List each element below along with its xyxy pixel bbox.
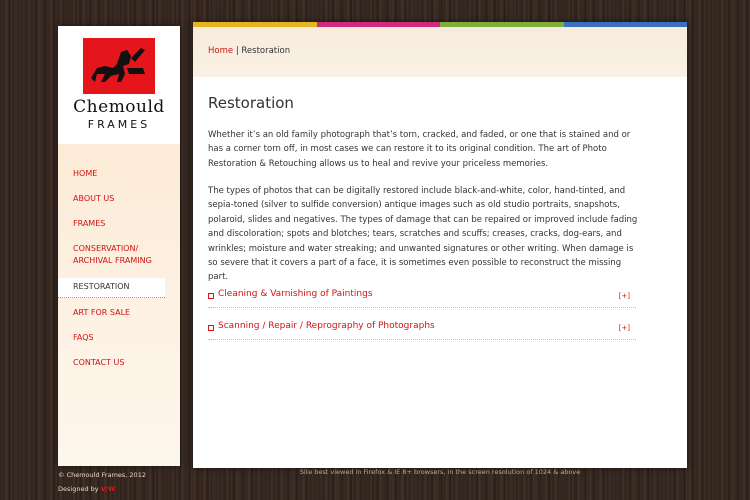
breadcrumb-separator: | <box>235 46 239 56</box>
sidebar <box>58 26 180 466</box>
nav-item-art-for-sale[interactable]: ART FOR SALE <box>73 308 131 317</box>
nav-item-faqs[interactable]: FAQS <box>73 333 94 342</box>
logo-emblem <box>83 38 155 94</box>
content-panel <box>193 22 687 468</box>
square-bullet-icon <box>208 293 214 299</box>
footer-designed-by <box>58 485 115 493</box>
main-nav <box>73 165 165 379</box>
accordion-scanning[interactable] <box>208 319 636 340</box>
intro-paragraph: Whether it’s an old family photograph that’s torn, cracked, and faded, or one that is stained and or has a corner torn off, in most cases we can restore it to its original condition. The art of Photo Restoration & Retouching allows us to heal and revive your priceless memories. <box>208 130 631 169</box>
accordion-cleaning[interactable] <box>208 287 636 308</box>
nav-item-contact-us[interactable]: CONTACT US <box>73 358 125 367</box>
brand-name: Chemould <box>73 97 165 117</box>
nav-item-restoration[interactable]: RESTORATION <box>58 278 165 298</box>
nav-item-home[interactable]: HOME <box>73 169 98 178</box>
nav-item-conservation[interactable]: CONSERVATION/ ARCHIVAL FRAMING <box>73 244 152 265</box>
body-paragraph: The types of photos that can be digitally restored include black-and-white, color, hand-tinted, and sepia-toned (silver to sulfide conversion) antique images such as old studio portraits, snapshots, polaroid, slides and negatives. The types of damage that can be repaired or improved include fading and discoloration; spots and blotches; tears, scratches and scuffs; creases, cracks, dog-ears, and wrinkles; moisture and water streaking; and unwanted signatures or other writing. When damage is so severe that it covers a part of a face, it is sometimes even possible to reconstruct the missing part. <box>208 186 638 283</box>
logo[interactable] <box>58 26 180 144</box>
brand-sub: FRAMES <box>87 118 151 131</box>
breadcrumb <box>208 46 290 56</box>
footer-copyright: © Chemould Frames, 2012 <box>58 471 146 479</box>
designed-by-label: Designed by <box>58 485 99 493</box>
accordion-title[interactable]: Cleaning & Varnishing of Paintings <box>218 289 373 299</box>
accordion-title[interactable]: Scanning / Repair / Reprography of Photographs <box>218 321 435 331</box>
square-bullet-icon <box>208 325 214 331</box>
breadcrumb-home-link[interactable]: Home <box>208 46 234 56</box>
designer-logo[interactable]: V/W <box>100 485 116 493</box>
page-title: Restoration <box>208 94 294 112</box>
expand-toggle[interactable]: [+] <box>618 324 630 332</box>
breadcrumb-current: Restoration <box>241 46 291 56</box>
expand-toggle[interactable]: [+] <box>618 292 630 300</box>
nav-item-frames[interactable]: FRAMES <box>73 219 106 228</box>
breadcrumb-band <box>193 27 687 77</box>
footer-note: Site best viewed in Firefox & IE 8+ browsers, in the screen resolution of 1024 & above <box>299 468 581 476</box>
nav-item-about-us[interactable]: ABOUT US <box>73 194 115 203</box>
